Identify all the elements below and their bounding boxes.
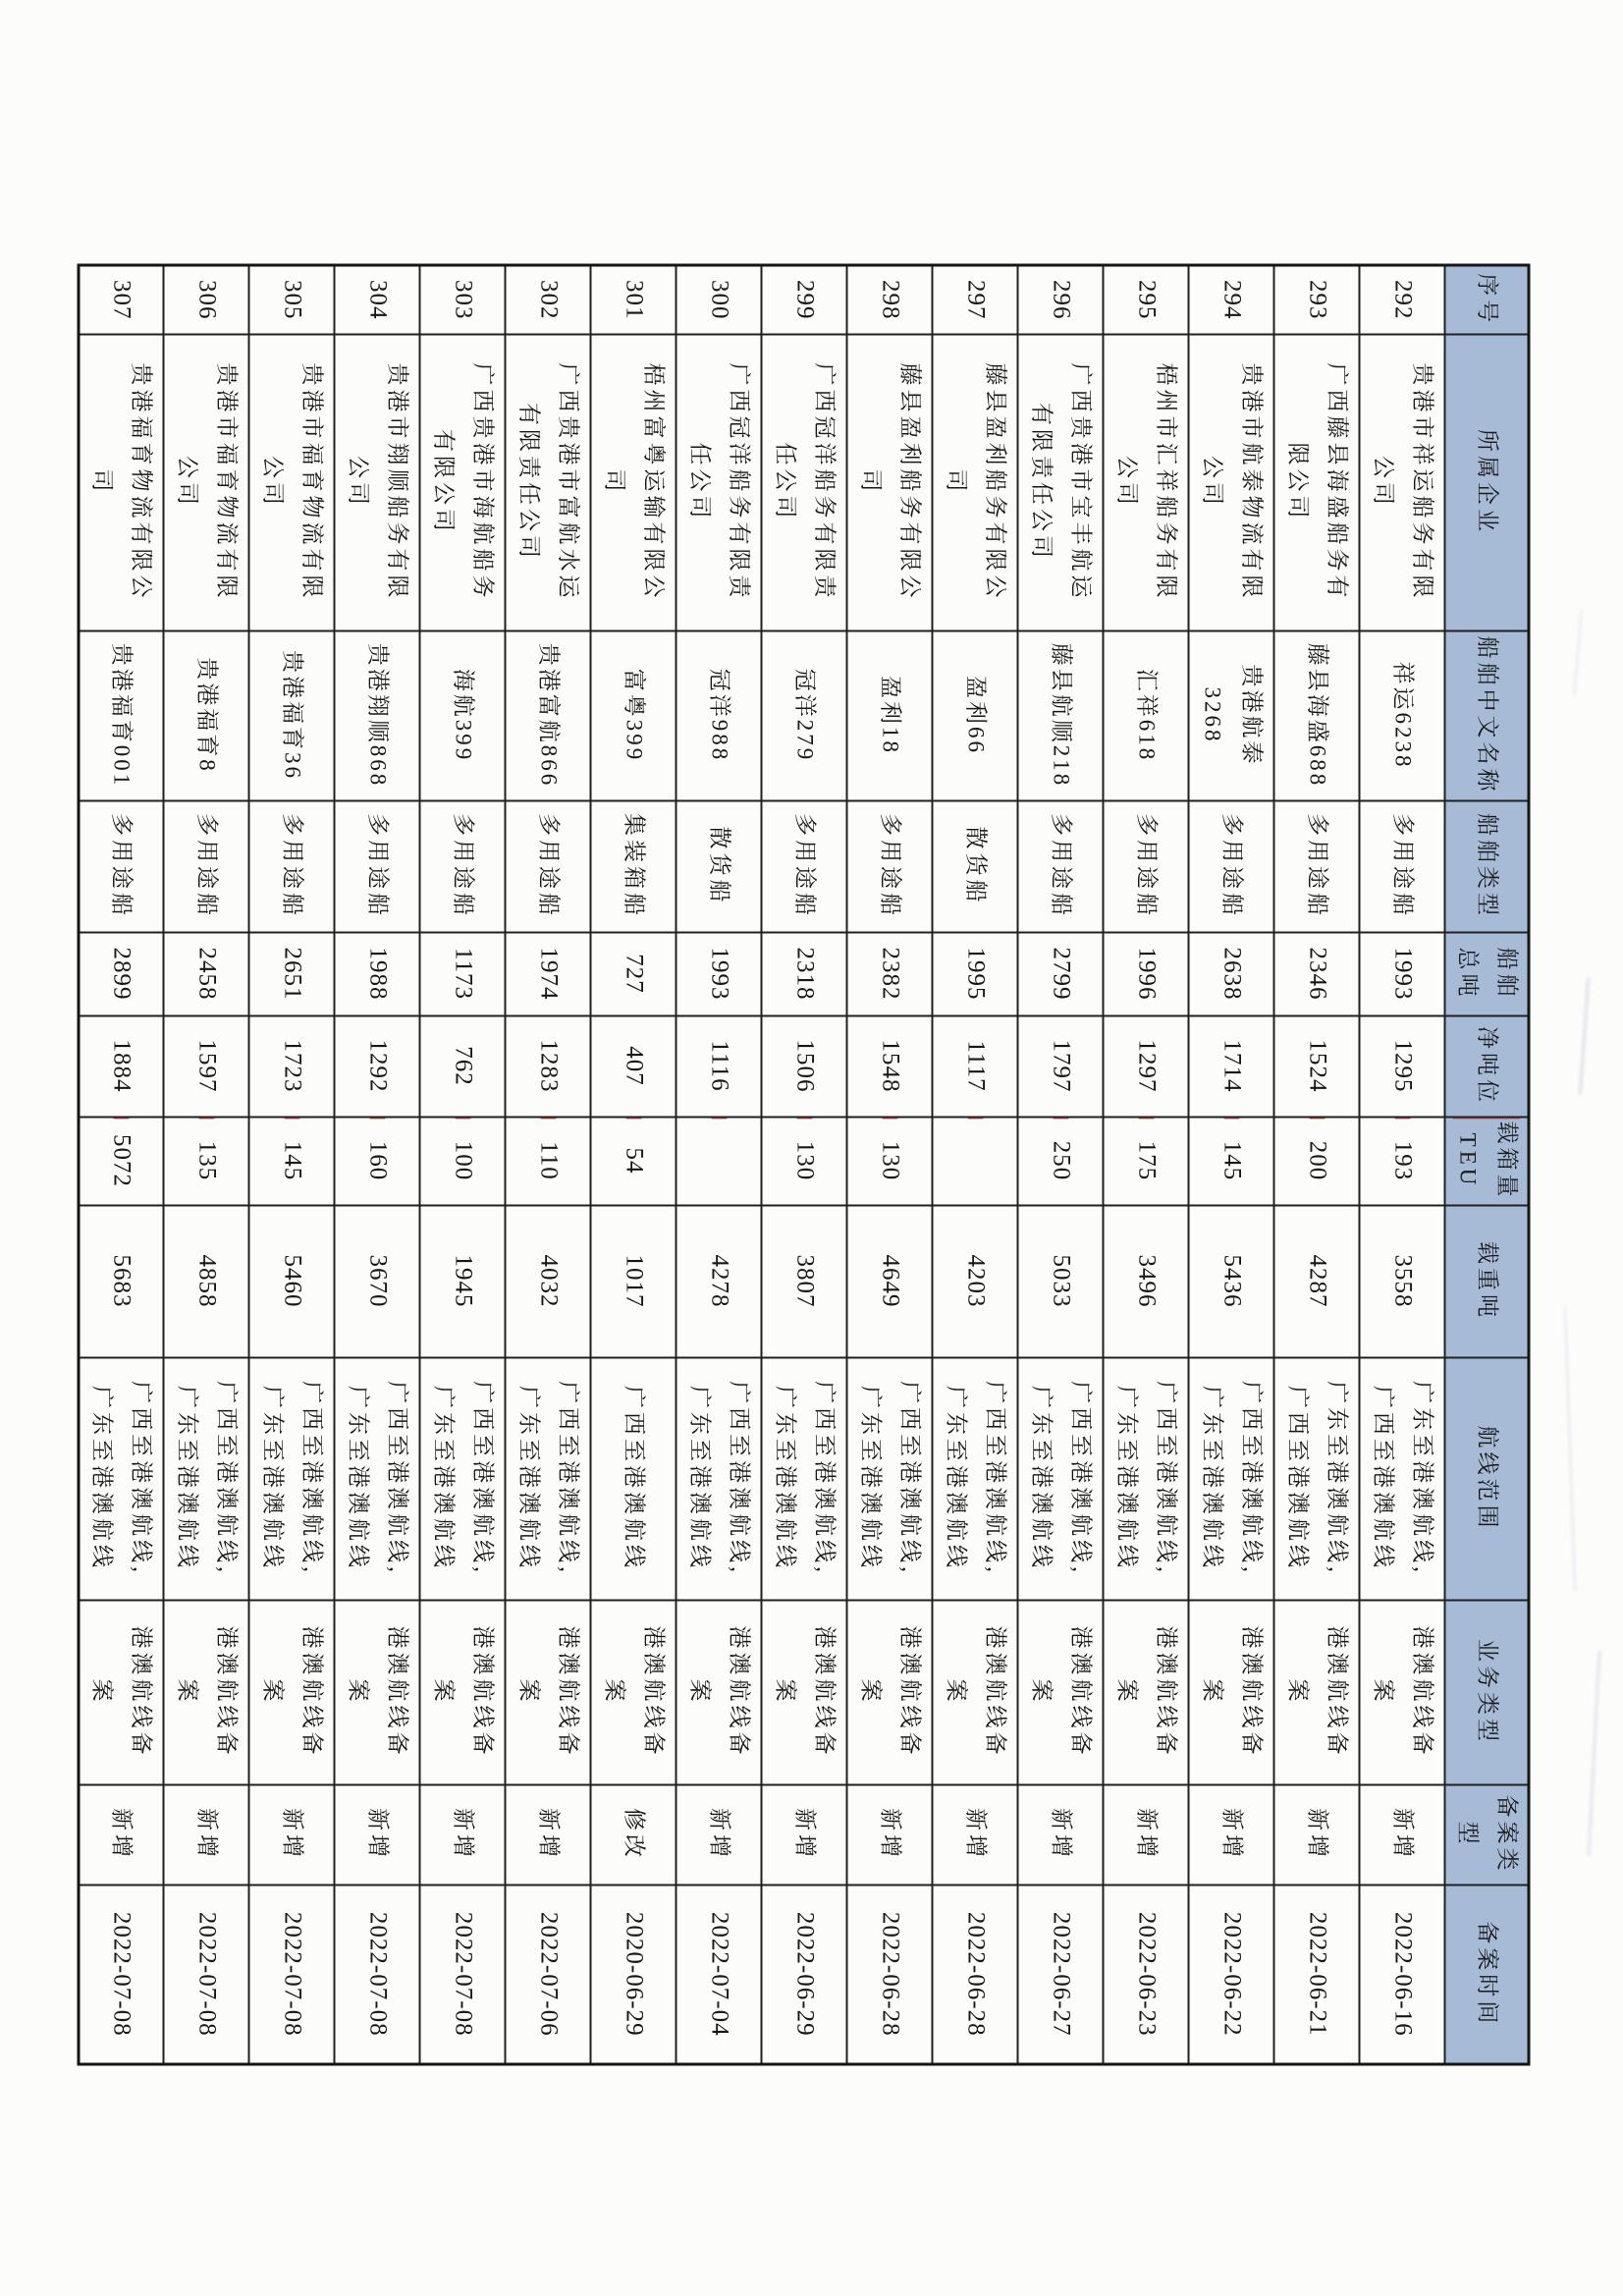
business_type-cell: 港澳航线备案 xyxy=(933,1600,1018,1784)
teu-cell: 145 xyxy=(1189,1117,1274,1205)
record-row-306 xyxy=(164,265,249,2064)
company-cell: 贵港市航泰物流有限公司 xyxy=(1189,334,1274,630)
route-cell: 广西至港澳航线,广东至港澳航线 xyxy=(249,1357,335,1600)
serial-cell: 301 xyxy=(591,265,676,334)
net_tonnage-cell: 1524 xyxy=(1274,1015,1360,1117)
deadweight-cell: 4203 xyxy=(933,1205,1018,1357)
serial-cell: 299 xyxy=(762,265,847,334)
teu-cell: 145 xyxy=(249,1117,335,1205)
teu-cell: 110 xyxy=(506,1117,591,1205)
serial-cell: 306 xyxy=(164,265,249,334)
record-row-294 xyxy=(1189,265,1274,2064)
business_type-cell: 港澳航线备案 xyxy=(762,1600,847,1784)
record_type-cell: 新增 xyxy=(1104,1784,1189,1885)
teu-cell: 130 xyxy=(762,1117,847,1205)
route-cell: 广西至港澳航线,广东至港澳航线 xyxy=(847,1357,933,1600)
gross_tonnage-cell: 2799 xyxy=(1018,932,1104,1015)
route-cell: 广西至港澳航线 xyxy=(591,1357,676,1600)
net_tonnage-cell: 1797 xyxy=(1018,1015,1104,1117)
ship_name-cell: 冠洋279 xyxy=(762,630,847,800)
deadweight-cell: 5436 xyxy=(1189,1205,1274,1357)
record_date-cell: 2022-06-23 xyxy=(1104,1885,1189,2064)
column-header-company: 所属企业 xyxy=(1445,334,1529,630)
red-tick-mark xyxy=(1224,1117,1240,1119)
teu-cell xyxy=(676,1117,762,1205)
record-row-300 xyxy=(676,265,762,2064)
serial-cell: 292 xyxy=(1360,265,1445,334)
company-cell: 梧州富粤运输有限公司 xyxy=(591,334,676,630)
record_date-cell: 2022-06-29 xyxy=(762,1885,847,2064)
ship_name-cell: 贵港翔顺868 xyxy=(335,630,420,800)
record_date-cell: 2022-07-04 xyxy=(676,1885,762,2064)
red-tick-mark xyxy=(370,1117,386,1119)
serial-cell: 300 xyxy=(676,265,762,334)
business_type-cell: 港澳航线备案 xyxy=(1274,1600,1360,1784)
column-header-deadweight: 载重吨 xyxy=(1445,1205,1529,1357)
ship_name-cell: 冠洋988 xyxy=(676,630,762,800)
route-cell: 广西至港澳航线,广东至港澳航线 xyxy=(164,1357,249,1600)
red-tick-mark xyxy=(199,1117,215,1119)
ship_type-cell: 多用途船 xyxy=(1360,800,1445,932)
red-tick-mark xyxy=(1054,1117,1069,1119)
table-header xyxy=(1445,265,1529,2064)
company-cell: 贵港市祥运船务有限公司 xyxy=(1360,334,1445,630)
business_type-cell: 港澳航线备案 xyxy=(506,1600,591,1784)
record-row-302 xyxy=(506,265,591,2064)
record_type-cell: 新增 xyxy=(1018,1784,1104,1885)
record_date-cell: 2022-06-28 xyxy=(847,1885,933,2064)
business_type-cell: 港澳航线备案 xyxy=(1018,1600,1104,1784)
record_date-cell: 2022-06-28 xyxy=(933,1885,1018,2064)
serial-cell: 293 xyxy=(1274,265,1360,334)
scan-artifact xyxy=(1579,977,1590,1095)
route-cell: 广西至港澳航线,广东至港澳航线 xyxy=(762,1357,847,1600)
company-cell: 广西贵港市海航船务有限公司 xyxy=(420,334,506,630)
ship_name-cell: 贵港航泰3268 xyxy=(1189,630,1274,800)
route-cell: 广东至港澳航线,广西至港澳航线 xyxy=(1360,1357,1445,1600)
teu-cell xyxy=(933,1117,1018,1205)
gross_tonnage-cell: 1993 xyxy=(676,932,762,1015)
record_type-cell: 新增 xyxy=(335,1784,420,1885)
record-row-304 xyxy=(335,265,420,2064)
red-tick-mark xyxy=(712,1117,728,1119)
ship_name-cell: 祥运6238 xyxy=(1360,630,1445,800)
gross_tonnage-cell: 2899 xyxy=(79,932,164,1015)
deadweight-cell: 3670 xyxy=(335,1205,420,1357)
record_date-cell: 2022-06-16 xyxy=(1360,1885,1445,2064)
net_tonnage-cell: 1597 xyxy=(164,1015,249,1117)
record-row-299 xyxy=(762,265,847,2064)
net_tonnage-cell: 1723 xyxy=(249,1015,335,1117)
teu-cell: 193 xyxy=(1360,1117,1445,1205)
record-row-301 xyxy=(591,265,676,2064)
serial-cell: 296 xyxy=(1018,265,1104,334)
ship_name-cell: 贵港福育8 xyxy=(164,630,249,800)
red-tick-mark xyxy=(797,1117,813,1119)
company-cell: 广西冠洋船务有限责任公司 xyxy=(676,334,762,630)
record_date-cell: 2020-06-29 xyxy=(591,1885,676,2064)
teu-cell: 54 xyxy=(591,1117,676,1205)
record_date-cell: 2022-07-08 xyxy=(335,1885,420,2064)
deadweight-cell: 4649 xyxy=(847,1205,933,1357)
route-cell: 广西至港澳航线,广东至港澳航线 xyxy=(506,1357,591,1600)
gross_tonnage-cell: 2382 xyxy=(847,932,933,1015)
record_date-cell: 2022-07-08 xyxy=(164,1885,249,2064)
record-row-296 xyxy=(1018,265,1104,2064)
gross_tonnage-cell: 2638 xyxy=(1189,932,1274,1015)
business_type-cell: 港澳航线备案 xyxy=(164,1600,249,1784)
ship_type-cell: 多用途船 xyxy=(249,800,335,932)
ship_type-cell: 多用途船 xyxy=(1018,800,1104,932)
deadweight-cell: 3496 xyxy=(1104,1205,1189,1357)
deadweight-cell: 1945 xyxy=(420,1205,506,1357)
ship_type-cell: 多用途船 xyxy=(1189,800,1274,932)
record_type-cell: 新增 xyxy=(164,1784,249,1885)
deadweight-cell: 4278 xyxy=(676,1205,762,1357)
gross_tonnage-cell: 1995 xyxy=(933,932,1018,1015)
red-tick-mark xyxy=(626,1117,642,1119)
record-row-303 xyxy=(420,265,506,2064)
ship_type-cell: 多用途船 xyxy=(506,800,591,932)
red-tick-mark xyxy=(456,1117,471,1119)
gross_tonnage-cell: 1996 xyxy=(1104,932,1189,1015)
record-row-292 xyxy=(1360,265,1445,2064)
column-header-ship_type: 船舶类型 xyxy=(1445,800,1529,932)
gross_tonnage-cell: 1993 xyxy=(1360,932,1445,1015)
company-cell: 广西贵港市宝丰航运有限责任公司 xyxy=(1018,334,1104,630)
net_tonnage-cell: 1884 xyxy=(79,1015,164,1117)
record_type-cell: 新增 xyxy=(420,1784,506,1885)
net_tonnage-cell: 1295 xyxy=(1360,1015,1445,1117)
header-row xyxy=(1445,265,1529,2064)
teu-cell: 100 xyxy=(420,1117,506,1205)
ship_name-cell: 富粤399 xyxy=(591,630,676,800)
deadweight-cell: 5033 xyxy=(1018,1205,1104,1357)
scan-artifact xyxy=(1573,609,1583,697)
teu-cell: 130 xyxy=(847,1117,933,1205)
record-row-305 xyxy=(249,265,335,2064)
serial-cell: 302 xyxy=(506,265,591,334)
deadweight-cell: 4287 xyxy=(1274,1205,1360,1357)
ship_type-cell: 多用途船 xyxy=(762,800,847,932)
route-cell: 广西至港澳航线,广东至港澳航线 xyxy=(1189,1357,1274,1600)
deadweight-cell: 4032 xyxy=(506,1205,591,1357)
business_type-cell: 港澳航线备案 xyxy=(676,1600,762,1784)
rotated-table-container xyxy=(81,264,1531,2063)
gross_tonnage-cell: 727 xyxy=(591,932,676,1015)
record_type-cell: 新增 xyxy=(79,1784,164,1885)
scan-artifact xyxy=(1564,1306,1576,1591)
column-header-serial: 序号 xyxy=(1445,265,1529,334)
ship_type-cell: 多用途船 xyxy=(420,800,506,932)
ship_name-cell: 贵港富航866 xyxy=(506,630,591,800)
red-tick-mark xyxy=(1310,1117,1325,1119)
red-tick-mark xyxy=(883,1117,898,1119)
business_type-cell: 港澳航线备案 xyxy=(420,1600,506,1784)
serial-cell: 298 xyxy=(847,265,933,334)
ship_type-cell: 多用途船 xyxy=(335,800,420,932)
serial-cell: 297 xyxy=(933,265,1018,334)
record-row-307 xyxy=(79,265,164,2064)
gross_tonnage-cell: 2318 xyxy=(762,932,847,1015)
record_type-cell: 新增 xyxy=(933,1784,1018,1885)
company-cell: 广西藤县海盛船务有限公司 xyxy=(1274,334,1360,630)
route-cell: 广西至港澳航线,广东至港澳航线 xyxy=(79,1357,164,1600)
record-row-293 xyxy=(1274,265,1360,2064)
column-header-teu: 载箱量TEU xyxy=(1445,1117,1529,1205)
ship_name-cell: 盈利18 xyxy=(847,630,933,800)
company-cell: 贵港市翔顺船务有限公司 xyxy=(335,334,420,630)
business_type-cell: 港澳航线备案 xyxy=(1189,1600,1274,1784)
route-cell: 广西至港澳航线,广东至港澳航线 xyxy=(420,1357,506,1600)
company-cell: 贵港市福育物流有限公司 xyxy=(164,334,249,630)
net_tonnage-cell: 1548 xyxy=(847,1015,933,1117)
record_type-cell: 新增 xyxy=(1189,1784,1274,1885)
record-row-298 xyxy=(847,265,933,2064)
ship_name-cell: 汇祥618 xyxy=(1104,630,1189,800)
serial-cell: 307 xyxy=(79,265,164,334)
gross_tonnage-cell: 2458 xyxy=(164,932,249,1015)
record_date-cell: 2022-06-27 xyxy=(1018,1885,1104,2064)
record_type-cell: 修改 xyxy=(591,1784,676,1885)
teu-cell: 160 xyxy=(335,1117,420,1205)
serial-cell: 295 xyxy=(1104,265,1189,334)
teu-cell: 175 xyxy=(1104,1117,1189,1205)
ship-records-table xyxy=(78,264,1531,2066)
table-body xyxy=(79,265,1445,2064)
record_date-cell: 2022-06-21 xyxy=(1274,1885,1360,2064)
deadweight-cell: 3807 xyxy=(762,1205,847,1357)
net_tonnage-cell: 1117 xyxy=(933,1015,1018,1117)
business_type-cell: 港澳航线备案 xyxy=(79,1600,164,1784)
ship_type-cell: 多用途船 xyxy=(164,800,249,932)
company-cell: 藤县盈利船务有限公司 xyxy=(847,334,933,630)
business_type-cell: 港澳航线备案 xyxy=(591,1600,676,1784)
company-cell: 广西贵港市富航水运有限责任公司 xyxy=(506,334,591,630)
teu-cell: 250 xyxy=(1018,1117,1104,1205)
teu-cell: 200 xyxy=(1274,1117,1360,1205)
deadweight-cell: 3558 xyxy=(1360,1205,1445,1357)
deadweight-cell: 5683 xyxy=(79,1205,164,1357)
column-header-route: 航线范围 xyxy=(1445,1357,1529,1600)
ship_name-cell: 藤县海盛688 xyxy=(1274,630,1360,800)
record_type-cell: 新增 xyxy=(847,1784,933,1885)
ship_name-cell: 贵港福育001 xyxy=(79,630,164,800)
net_tonnage-cell: 1283 xyxy=(506,1015,591,1117)
column-header-record_type: 备案类型 xyxy=(1445,1784,1529,1885)
route-cell: 广东至港澳航线,广西至港澳航线 xyxy=(1274,1357,1360,1600)
company-cell: 贵港福育物流有限公司 xyxy=(79,334,164,630)
gross_tonnage-cell: 1173 xyxy=(420,932,506,1015)
ship_name-cell: 藤县航顺218 xyxy=(1018,630,1104,800)
teu-cell: 5072 xyxy=(79,1117,164,1205)
record_type-cell: 新增 xyxy=(1360,1784,1445,1885)
red-tick-mark xyxy=(1395,1117,1411,1119)
record_date-cell: 2022-06-22 xyxy=(1189,1885,1274,2064)
ship_type-cell: 多用途船 xyxy=(847,800,933,932)
ship_name-cell: 贵港福育36 xyxy=(249,630,335,800)
serial-cell: 294 xyxy=(1189,265,1274,334)
record_type-cell: 新增 xyxy=(676,1784,762,1885)
column-header-ship_name: 船舶中文名称 xyxy=(1445,630,1529,800)
company-cell: 广西冠洋船务有限责任公司 xyxy=(762,334,847,630)
gross_tonnage-cell: 1988 xyxy=(335,932,420,1015)
record_date-cell: 2022-07-08 xyxy=(79,1885,164,2064)
ship_type-cell: 散货船 xyxy=(676,800,762,932)
red-tick-mark xyxy=(1453,1117,1521,1119)
business_type-cell: 港澳航线备案 xyxy=(1104,1600,1189,1784)
ship_type-cell: 多用途船 xyxy=(79,800,164,932)
route-cell: 广西至港澳航线,广东至港澳航线 xyxy=(933,1357,1018,1600)
business_type-cell: 港澳航线备案 xyxy=(1360,1600,1445,1784)
business_type-cell: 港澳航线备案 xyxy=(335,1600,420,1784)
record_type-cell: 新增 xyxy=(249,1784,335,1885)
route-cell: 广西至港澳航线,广东至港澳航线 xyxy=(335,1357,420,1600)
red-tick-mark xyxy=(1139,1117,1155,1119)
net_tonnage-cell: 762 xyxy=(420,1015,506,1117)
gross_tonnage-cell: 2346 xyxy=(1274,932,1360,1015)
ship_type-cell: 多用途船 xyxy=(1104,800,1189,932)
net_tonnage-cell: 407 xyxy=(591,1015,676,1117)
serial-cell: 304 xyxy=(335,265,420,334)
column-header-gross_tonnage: 船舶总吨 xyxy=(1445,932,1529,1015)
ship_type-cell: 集装箱船 xyxy=(591,800,676,932)
record_type-cell: 新增 xyxy=(506,1784,591,1885)
net_tonnage-cell: 1116 xyxy=(676,1015,762,1117)
route-cell: 广西至港澳航线,广东至港澳航线 xyxy=(676,1357,762,1600)
record-row-295 xyxy=(1104,265,1189,2064)
net_tonnage-cell: 1714 xyxy=(1189,1015,1274,1117)
gross_tonnage-cell: 2651 xyxy=(249,932,335,1015)
red-tick-mark xyxy=(541,1117,557,1119)
teu-cell: 135 xyxy=(164,1117,249,1205)
record_date-cell: 2022-07-08 xyxy=(420,1885,506,2064)
deadweight-cell: 1017 xyxy=(591,1205,676,1357)
company-cell: 贵港市福育物流有限公司 xyxy=(249,334,335,630)
deadweight-cell: 5460 xyxy=(249,1205,335,1357)
serial-cell: 305 xyxy=(249,265,335,334)
ship_name-cell: 海航399 xyxy=(420,630,506,800)
record-row-297 xyxy=(933,265,1018,2064)
route-cell: 广西至港澳航线,广东至港澳航线 xyxy=(1018,1357,1104,1600)
red-tick-mark xyxy=(114,1117,130,1119)
record_type-cell: 新增 xyxy=(1274,1784,1360,1885)
scan-artifact xyxy=(1588,1650,1601,1856)
ship_type-cell: 散货船 xyxy=(933,800,1018,932)
route-cell: 广西至港澳航线,广东至港澳航线 xyxy=(1104,1357,1189,1600)
red-tick-mark xyxy=(285,1117,300,1119)
business_type-cell: 港澳航线备案 xyxy=(249,1600,335,1784)
red-tick-mark xyxy=(968,1117,984,1119)
record_date-cell: 2022-07-06 xyxy=(506,1885,591,2064)
ship_type-cell: 多用途船 xyxy=(1274,800,1360,932)
serial-cell: 303 xyxy=(420,265,506,334)
business_type-cell: 港澳航线备案 xyxy=(847,1600,933,1784)
net_tonnage-cell: 1297 xyxy=(1104,1015,1189,1117)
record_date-cell: 2022-07-08 xyxy=(249,1885,335,2064)
record_type-cell: 新增 xyxy=(762,1784,847,1885)
net_tonnage-cell: 1506 xyxy=(762,1015,847,1117)
column-header-record_date: 备案时间 xyxy=(1445,1885,1529,2064)
column-header-business_type: 业务类型 xyxy=(1445,1600,1529,1784)
company-cell: 藤县盈利船务有限公司 xyxy=(933,334,1018,630)
net_tonnage-cell: 1292 xyxy=(335,1015,420,1117)
gross_tonnage-cell: 1974 xyxy=(506,932,591,1015)
company-cell: 梧州市汇祥船务有限公司 xyxy=(1104,334,1189,630)
column-header-net_tonnage: 净吨位 xyxy=(1445,1015,1529,1117)
ship_name-cell: 盈利66 xyxy=(933,630,1018,800)
deadweight-cell: 4858 xyxy=(164,1205,249,1357)
